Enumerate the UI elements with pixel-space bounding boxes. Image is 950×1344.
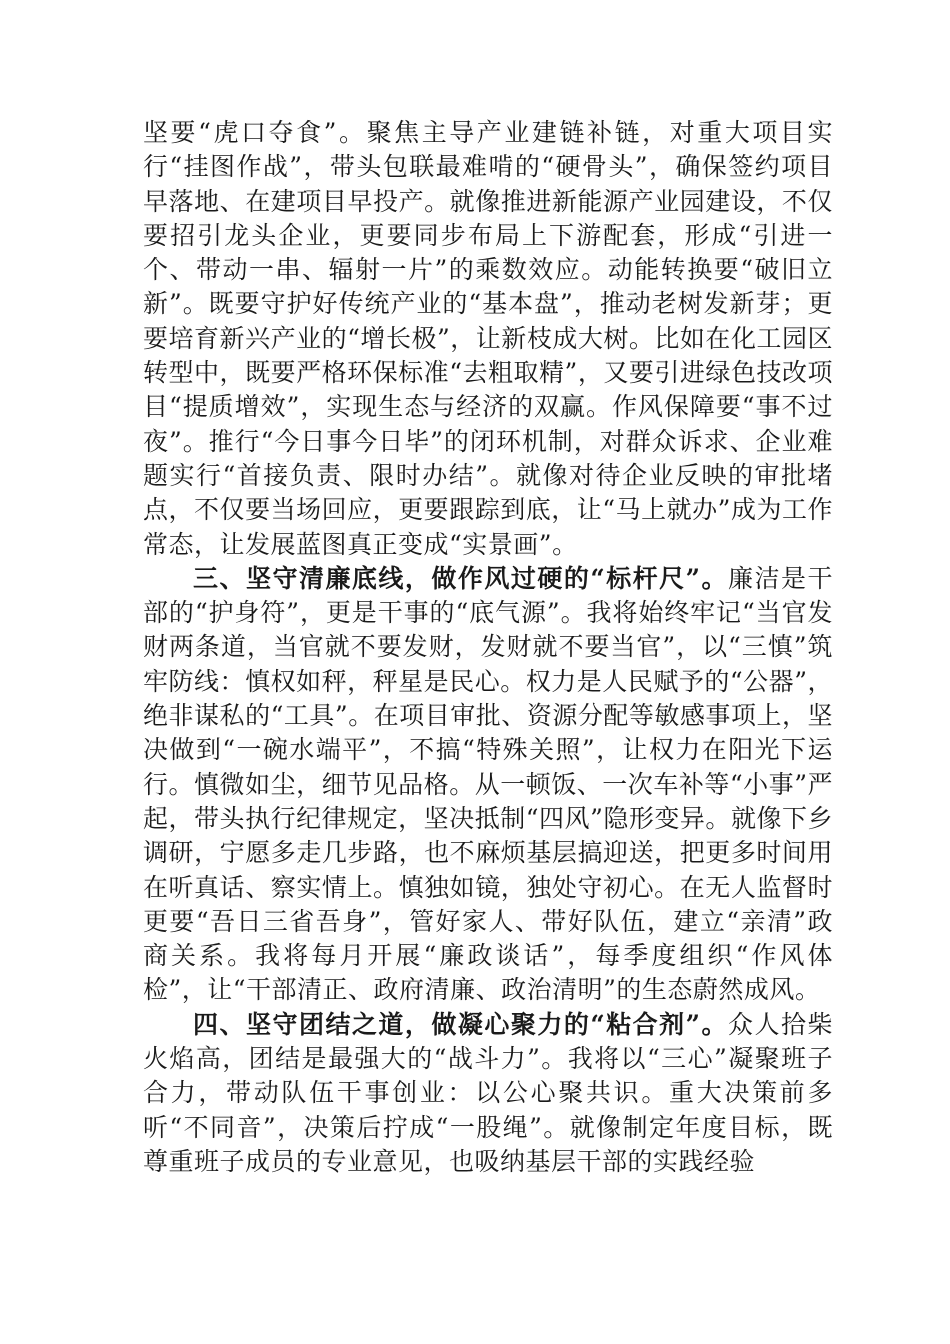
paragraph-text: 廉洁是干部的“护身符”，更是干事的“底气源”。我将始终牢记“当官发财两条道，当官就不要发财，发财就不要当官”，以“三慎”筑牢防线：慎权如秤，秤星是民心。权力是人民赋予的“公器”，绝非谋私的“工具”。在项目审批、资源分配等敏感事项上，坚决做到“一碗水端平”，不搞“特殊关照”，让权力在阳光下运行。慎微如尘，细节见品格。从一顿饭、一次车补等“小事”严起，带头执行纪律规定，坚决抵制“四风”隐形变异。就像下乡调研，宁愿多走几步路，也不麻烦基层搞迎送，把更多时间用在听真话、察实情上。慎独如镜，独处守初心。在无人监督时更要“吾日三省吾身”，管好家人、带好队伍，建立“亲清”政商关系。我将每月开展“廉政谈话”，每季度组织“作风体检”，让“干部清正、政府清廉、政治清明”的生态蔚然成风。 bbox=[143, 563, 833, 1005]
paragraph-section-three bbox=[143, 562, 833, 1008]
paragraph-text: 坚要“虎口夺食”。聚焦主导产业建链补链，对重大项目实行“挂图作战”，带头包联最难啃的“硬骨头”，确保签约项目早落地、在建项目早投产。就像推进新能源产业园建设，不仅要招引龙头企业，更要同步布局上下游配套，形成“引进一个、带动一串、辐射一片”的乘数效应。动能转换要“破旧立新”。既要守护好传统产业的“基本盘”，推动老树发新芽；更要培育新兴产业的“增长极”，让新枝成大树。比如在化工园区转型中，既要严格环保标准“去粗取精”，又要引进绿色技改项目“提质增效”，实现生态与经济的双赢。作风保障要“事不过夜”。推行“今日事今日毕”的闭环机制，对群众诉求、企业难题实行“首接负责、限时办结”。就像对待企业反映的审批堵点，不仅要当场回应，更要跟踪到底，让“马上就办”成为工作常态，让发展蓝图真正变成“实景画”。 bbox=[143, 118, 833, 559]
paragraph-section-four bbox=[143, 1008, 833, 1179]
section-heading: 三、坚守清廉底线，做作风过硬的“标杆尺”。 bbox=[193, 563, 729, 593]
document-body bbox=[143, 116, 833, 1179]
paragraph-continued bbox=[143, 116, 833, 562]
section-heading: 四、坚守团结之道，做凝心聚力的“粘合剂”。 bbox=[193, 1009, 729, 1039]
paragraph-text: 众人拾柴火焰高，团结是最强大的“战斗力”。我将以“三心”凝聚班子合力，带动队伍干事创业：以公心聚共识。重大决策前多听“不同音”，决策后拧成“一股绳”。就像制定年度目标，既尊重班子成员的专业意见，也吸纳基层干部的实践经验 bbox=[143, 1009, 833, 1176]
